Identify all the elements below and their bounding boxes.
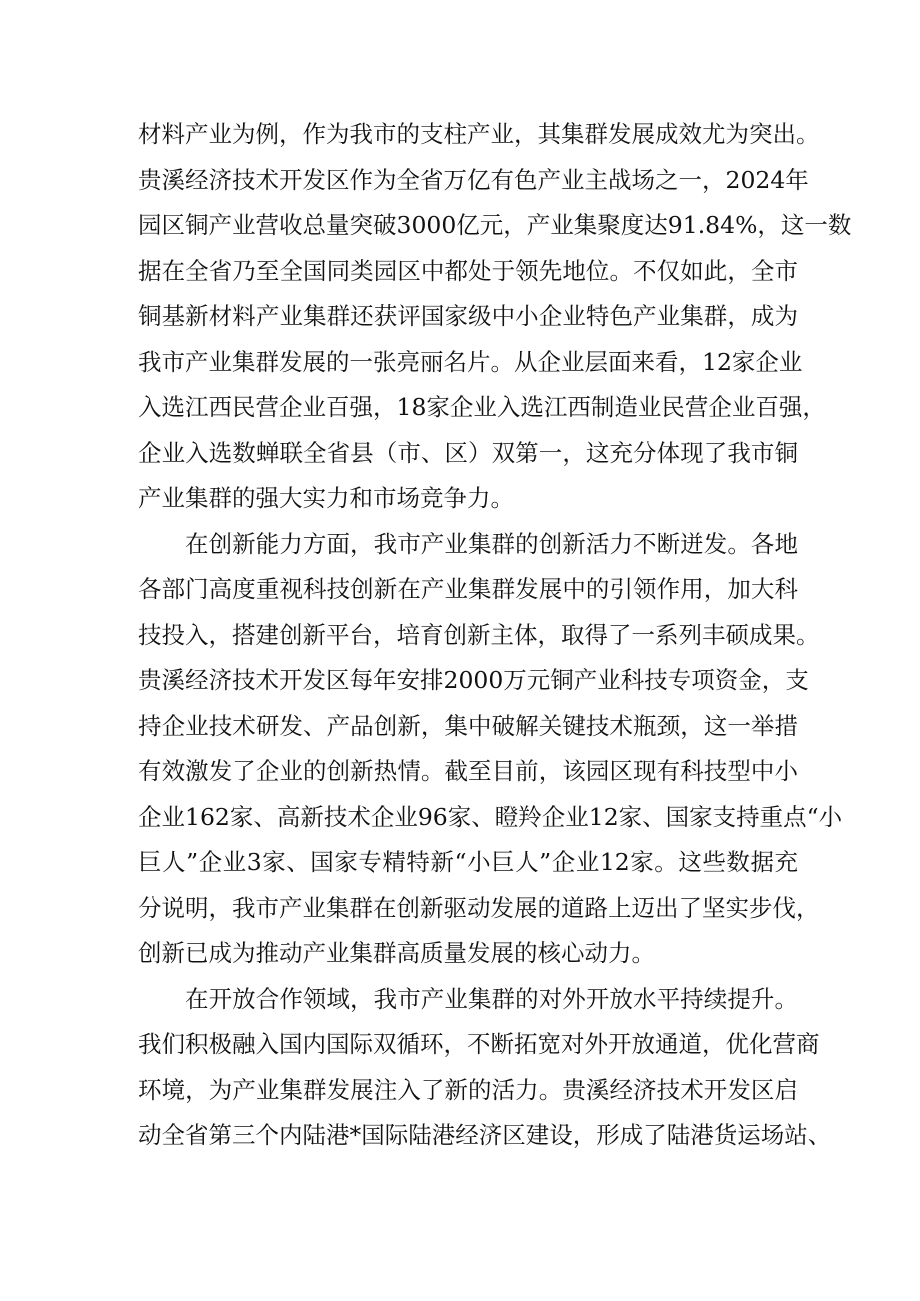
text-line: 分说明，我市产业集群在创新驱动发展的道路上迈出了坚实步伐， — [138, 893, 820, 922]
body-text — [138, 112, 852, 1159]
text-line: 企业入选数蝉联全省县（市、区）双第一，这充分体现了我市铜 — [138, 438, 798, 467]
text-line: 园区铜产业营收总量突破3000亿元，产业集聚度达91.84%，这一数 — [138, 211, 852, 239]
text-line: 技投入，搭建创新平台，培育创新主体，取得了一系列丰硕成果。 — [138, 620, 820, 649]
text-line: 入选江西民营企业百强，18家企业入选江西制造业民营企业百强， — [138, 393, 826, 421]
text-line: 持企业技术研发、产品创新，集中破解关键技术瓶颈，这一举措 — [138, 711, 798, 740]
text-line: 在创新能力方面，我市产业集群的创新活力不断迸发。各地 — [185, 529, 798, 558]
text-line: 产业集群的强大实力和市场竞争力。 — [138, 484, 514, 512]
text-line: 动全省第三个内陆港*国际陆港经济区建设，形成了陆港货运场站、 — [138, 1121, 832, 1149]
text-line: 铜基新材料产业集群还获评国家级中小企业特色产业集群，成为 — [138, 302, 798, 330]
text-line: 创新已成为推动产业集群高质量发展的核心动力。 — [138, 939, 655, 967]
text-line: 有效激发了企业的创新热情。截至目前，该园区现有科技型中小 — [138, 757, 798, 785]
paragraph-opening-up — [138, 977, 832, 1159]
text-line: 我们积极融入国内国际双循环，不断拓宽对外开放通道，优化营商 — [138, 1030, 820, 1058]
paragraph-innovation — [138, 522, 843, 977]
text-line: 在开放合作领域，我市产业集群的对外开放水平持续提升。 — [185, 984, 798, 1013]
text-line: 企业162家、高新技术企业96家、瞪羚企业12家、国家支持重点“小 — [138, 802, 843, 831]
text-line: 材料产业为例，作为我市的支柱产业，其集群发展成效尤为突出。 — [138, 120, 820, 148]
text-line: 贵溪经济技术开发区每年安排2000万元铜产业科技专项资金，支 — [138, 666, 809, 694]
text-line: 各部门高度重视科技创新在产业集群发展中的引领作用，加大科 — [138, 575, 798, 603]
text-line: 环境，为产业集群发展注入了新的活力。贵溪经济技术开发区启 — [138, 1075, 798, 1104]
text-line: 巨人”企业3家、国家专精特新“小巨人”企业12家。这些数据充 — [138, 848, 798, 876]
text-line: 我市产业集群发展的一张亮丽名片。从企业层面来看，12家企业 — [138, 347, 803, 376]
text-line: 贵溪经济技术开发区作为全省万亿有色产业主战场之一，2024年 — [138, 165, 809, 194]
text-line: 据在全省乃至全国同类园区中都处于领先地位。不仅如此，全市 — [138, 256, 798, 285]
paragraph-copper-cluster — [138, 112, 852, 522]
